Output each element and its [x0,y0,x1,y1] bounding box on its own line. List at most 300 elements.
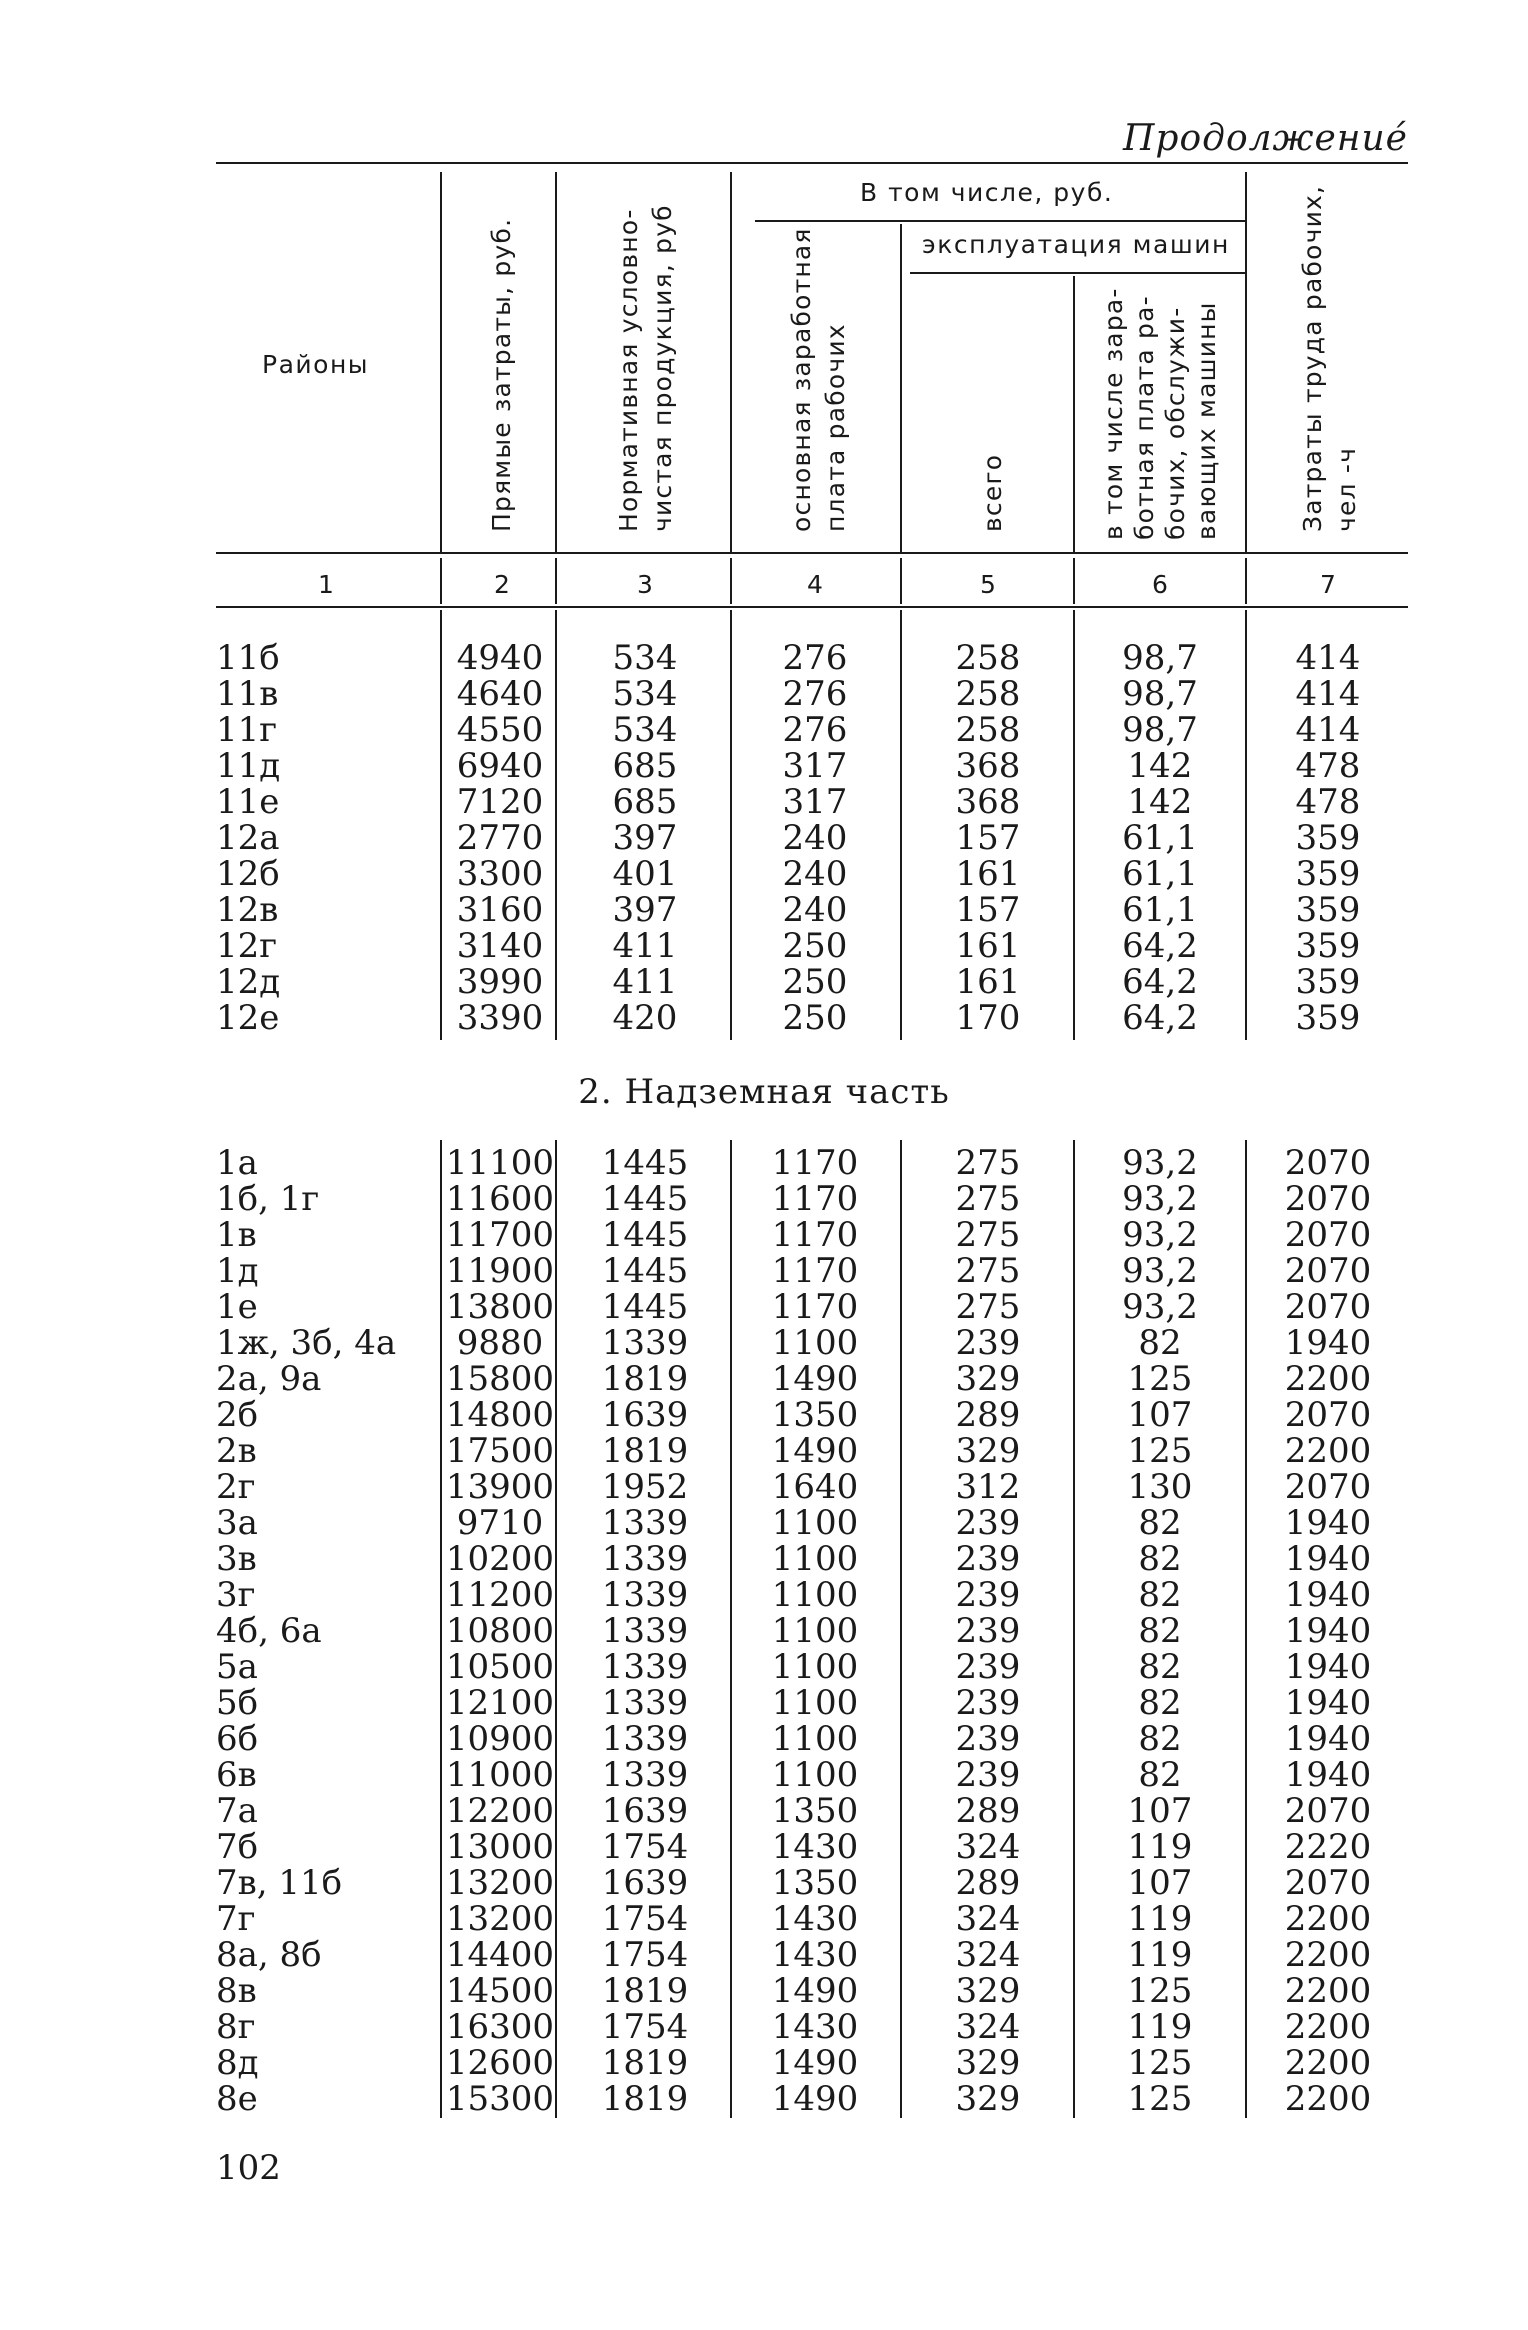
table-row [0,856,1528,892]
colnum-3: 3 [637,570,653,599]
district-cell: 12б [216,854,280,894]
value-cell: 414 [1295,674,1361,714]
district-cell: 2в [216,1431,257,1471]
value-cell: 130 [1127,1467,1193,1507]
table-row [0,1865,1528,1901]
header-operator-wages-line4: вающих машины [1192,301,1221,540]
colnum-bottom-rule [216,606,1408,608]
table-row [0,1649,1528,1685]
value-cell: 397 [612,818,678,858]
value-cell: 685 [612,782,678,822]
table-row [0,1469,1528,1505]
value-cell: 61,1 [1122,890,1198,930]
value-cell: 359 [1295,926,1361,966]
value-cell: 2070 [1284,1467,1372,1507]
value-cell: 98,7 [1122,710,1198,750]
table-row [0,1757,1528,1793]
value-cell: 1490 [771,1971,859,2011]
header-labor-costs-line2: чел -ч [1332,446,1361,532]
value-cell: 1430 [771,1899,859,1939]
value-cell: 1445 [601,1287,689,1327]
value-cell: 239 [955,1539,1021,1579]
district-cell: 3а [216,1503,258,1543]
value-cell: 289 [955,1791,1021,1831]
value-cell: 10200 [445,1539,555,1579]
district-cell: 12а [216,818,280,858]
value-cell: 1170 [771,1287,859,1327]
value-cell: 82 [1138,1575,1182,1615]
value-cell: 1490 [771,2079,859,2119]
table-row [0,1973,1528,2009]
colnum-1: 1 [318,570,334,599]
value-cell: 13200 [445,1899,555,1939]
district-cell: 12д [216,962,281,1002]
value-cell: 324 [955,2007,1021,2047]
value-cell: 82 [1138,1719,1182,1759]
header-normative-output-line2: чистая продукция, руб [648,204,677,532]
value-cell: 258 [955,710,1021,750]
value-cell: 1940 [1284,1683,1372,1723]
table-row [0,1289,1528,1325]
value-cell: 11600 [445,1179,555,1219]
value-cell: 2070 [1284,1287,1372,1327]
value-cell: 1819 [601,1971,689,2011]
value-cell: 3990 [456,962,544,1002]
district-cell: 11г [216,710,278,750]
district-cell: 4б, 6а [216,1611,322,1651]
value-cell: 1100 [771,1503,859,1543]
value-cell: 685 [612,746,678,786]
value-cell: 12200 [445,1791,555,1831]
header-divider-2 [555,172,557,554]
value-cell: 157 [955,890,1021,930]
table-row [0,1793,1528,1829]
table-row [0,712,1528,748]
table-row [0,1937,1528,1973]
value-cell: 401 [612,854,678,894]
value-cell: 125 [1127,2043,1193,2083]
value-cell: 276 [782,710,848,750]
value-cell: 13000 [445,1827,555,1867]
value-cell: 289 [955,1863,1021,1903]
value-cell: 119 [1127,1827,1193,1867]
value-cell: 6940 [456,746,544,786]
colnum-divider-3 [730,558,732,604]
colnum-divider-5 [1073,558,1075,604]
value-cell: 420 [612,998,678,1038]
district-cell: 2г [216,1467,256,1507]
value-cell: 2770 [456,818,544,858]
value-cell: 2070 [1284,1143,1372,1183]
value-cell: 276 [782,638,848,678]
value-cell: 329 [955,1971,1021,2011]
table-row [0,676,1528,712]
table-row [0,640,1528,676]
section2-title: 2. Надземная часть [578,1072,950,1112]
district-cell: 12г [216,926,278,966]
value-cell: 411 [612,962,678,1002]
value-cell: 98,7 [1122,674,1198,714]
value-cell: 324 [955,1899,1021,1939]
value-cell: 1940 [1284,1503,1372,1543]
value-cell: 107 [1127,1395,1193,1435]
value-cell: 82 [1138,1683,1182,1723]
table-row [0,748,1528,784]
table-row [0,1613,1528,1649]
value-cell: 1819 [601,1359,689,1399]
value-cell: 2200 [1284,1971,1372,2011]
value-cell: 64,2 [1122,962,1198,1002]
value-cell: 1490 [771,1359,859,1399]
table-row [0,1361,1528,1397]
table-row [0,1145,1528,1181]
value-cell: 276 [782,674,848,714]
colnum-divider-6 [1245,558,1247,604]
value-cell: 170 [955,998,1021,1038]
table-row [0,1433,1528,1469]
value-cell: 414 [1295,710,1361,750]
value-cell: 1339 [601,1539,689,1579]
district-cell: 12в [216,890,279,930]
value-cell: 2200 [1284,2079,1372,2119]
value-cell: 1170 [771,1179,859,1219]
value-cell: 17500 [445,1431,555,1471]
table-row [0,820,1528,856]
header-base-wages-line1: основная заработная [787,227,816,532]
value-cell: 1952 [601,1467,689,1507]
value-cell: 1639 [601,1791,689,1831]
value-cell: 161 [955,854,1021,894]
value-cell: 239 [955,1323,1021,1363]
value-cell: 324 [955,1827,1021,1867]
value-cell: 1445 [601,1143,689,1183]
value-cell: 239 [955,1755,1021,1795]
value-cell: 397 [612,890,678,930]
value-cell: 1100 [771,1719,859,1759]
table-row [0,2081,1528,2117]
value-cell: 1430 [771,1935,859,1975]
district-cell: 8а, 8б [216,1935,322,1975]
value-cell: 2200 [1284,1899,1372,1939]
value-cell: 1339 [601,1683,689,1723]
value-cell: 2070 [1284,1179,1372,1219]
value-cell: 12600 [445,2043,555,2083]
value-cell: 1940 [1284,1575,1372,1615]
value-cell: 2200 [1284,2043,1372,2083]
header-operator-wages-line3: бочих, обслужи- [1161,306,1190,540]
value-cell: 1490 [771,2043,859,2083]
value-cell: 161 [955,962,1021,1002]
value-cell: 1170 [771,1143,859,1183]
value-cell: 93,2 [1122,1251,1198,1291]
value-cell: 1490 [771,1431,859,1471]
header-operator-wages-line2: ботная плата ра- [1130,295,1159,540]
value-cell: 1940 [1284,1719,1372,1759]
table-row [0,1901,1528,1937]
value-cell: 2220 [1284,1827,1372,1867]
value-cell: 1445 [601,1215,689,1255]
district-cell: 3в [216,1539,257,1579]
value-cell: 14800 [445,1395,555,1435]
table-row [0,784,1528,820]
value-cell: 7120 [456,782,544,822]
value-cell: 275 [955,1287,1021,1327]
header-divider-6 [1245,172,1247,554]
value-cell: 9710 [456,1503,544,1543]
value-cell: 1339 [601,1575,689,1615]
page-number: 102 [216,2148,281,2188]
value-cell: 329 [955,1359,1021,1399]
district-cell: 11д [216,746,281,786]
colnum-divider-2 [555,558,557,604]
value-cell: 312 [955,1467,1021,1507]
header-operator-wages [1098,287,1222,540]
value-cell: 317 [782,782,848,822]
value-cell: 13900 [445,1467,555,1507]
value-cell: 2200 [1284,1431,1372,1471]
district-cell: 7г [216,1899,256,1939]
value-cell: 1339 [601,1719,689,1759]
value-cell: 107 [1127,1791,1193,1831]
district-cell: 7в, 11б [216,1863,343,1903]
table-row [0,1181,1528,1217]
value-cell: 11700 [445,1215,555,1255]
district-cell: 1б, 1г [216,1179,320,1219]
value-cell: 414 [1295,638,1361,678]
table-row [0,1397,1528,1433]
table-row [0,1000,1528,1036]
value-cell: 12100 [445,1683,555,1723]
value-cell: 10500 [445,1647,555,1687]
value-cell: 359 [1295,998,1361,1038]
value-cell: 1940 [1284,1539,1372,1579]
value-cell: 4940 [456,638,544,678]
value-cell: 1445 [601,1179,689,1219]
district-cell: 11в [216,674,279,714]
value-cell: 359 [1295,854,1361,894]
value-cell: 107 [1127,1863,1193,1903]
value-cell: 3160 [456,890,544,930]
table-row [0,2009,1528,2045]
table-row [0,928,1528,964]
table-row [0,1577,1528,1613]
header-labor-costs-line1: Затраты труда рабочих, [1298,184,1327,532]
value-cell: 411 [612,926,678,966]
value-cell: 125 [1127,1431,1193,1471]
table-row [0,892,1528,928]
value-cell: 1170 [771,1251,859,1291]
value-cell: 1100 [771,1323,859,1363]
district-cell: 8г [216,2007,256,2047]
value-cell: 534 [612,674,678,714]
value-cell: 1100 [771,1575,859,1615]
value-cell: 1754 [601,1899,689,1939]
value-cell: 1940 [1284,1611,1372,1651]
table-row [0,964,1528,1000]
district-cell: 1е [216,1287,258,1327]
header-total: всего [978,453,1007,532]
district-cell: 1а [216,1143,258,1183]
value-cell: 14400 [445,1935,555,1975]
header-bottom-rule [216,552,1408,554]
district-cell: 6в [216,1755,257,1795]
table-row [0,1217,1528,1253]
value-cell: 1754 [601,2007,689,2047]
value-cell: 1100 [771,1611,859,1651]
value-cell: 240 [782,818,848,858]
table-row [0,1829,1528,1865]
value-cell: 324 [955,1935,1021,1975]
value-cell: 119 [1127,1899,1193,1939]
value-cell: 275 [955,1143,1021,1183]
value-cell: 239 [955,1647,1021,1687]
value-cell: 1350 [771,1791,859,1831]
value-cell: 61,1 [1122,854,1198,894]
value-cell: 82 [1138,1611,1182,1651]
value-cell: 2070 [1284,1791,1372,1831]
value-cell: 64,2 [1122,926,1198,966]
value-cell: 289 [955,1395,1021,1435]
district-cell: 8е [216,2079,258,2119]
district-cell: 6б [216,1719,259,1759]
value-cell: 93,2 [1122,1179,1198,1219]
value-cell: 4640 [456,674,544,714]
district-cell: 1ж, 3б, 4а [216,1323,397,1363]
continuation-caption: Продолжениé [1123,118,1408,159]
value-cell: 1639 [601,1395,689,1435]
table-row [0,1685,1528,1721]
value-cell: 1640 [771,1467,859,1507]
group-rule [755,220,1245,222]
value-cell: 478 [1295,746,1361,786]
value-cell: 239 [955,1611,1021,1651]
value-cell: 157 [955,818,1021,858]
value-cell: 125 [1127,1971,1193,2011]
value-cell: 2200 [1284,1935,1372,1975]
value-cell: 329 [955,2043,1021,2083]
value-cell: 61,1 [1122,818,1198,858]
table-row [0,1541,1528,1577]
value-cell: 1754 [601,1935,689,1975]
value-cell: 1339 [601,1755,689,1795]
district-cell: 8д [216,2043,259,2083]
value-cell: 1100 [771,1539,859,1579]
value-cell: 13200 [445,1863,555,1903]
header-base-wages [785,227,853,532]
value-cell: 1940 [1284,1323,1372,1363]
value-cell: 125 [1127,1359,1193,1399]
value-cell: 250 [782,926,848,966]
value-cell: 250 [782,962,848,1002]
value-cell: 329 [955,1431,1021,1471]
value-cell: 275 [955,1215,1021,1255]
value-cell: 11000 [445,1755,555,1795]
table-row [0,1253,1528,1289]
value-cell: 2200 [1284,2007,1372,2047]
subgroup-rule [910,272,1245,274]
value-cell: 1430 [771,1827,859,1867]
colnum-4: 4 [807,570,823,599]
table-row [0,1505,1528,1541]
value-cell: 3300 [456,854,544,894]
value-cell: 239 [955,1503,1021,1543]
district-cell: 2б [216,1395,259,1435]
district-cell: 11б [216,638,280,678]
value-cell: 82 [1138,1503,1182,1543]
value-cell: 82 [1138,1647,1182,1687]
colnum-5: 5 [980,570,996,599]
value-cell: 142 [1127,746,1193,786]
value-cell: 16300 [445,2007,555,2047]
header-divider-4 [900,224,902,554]
header-labor-costs [1296,185,1364,532]
value-cell: 258 [955,674,1021,714]
value-cell: 1100 [771,1647,859,1687]
header-direct-costs: Прямые затраты, руб. [487,217,516,532]
value-cell: 1350 [771,1863,859,1903]
value-cell: 359 [1295,818,1361,858]
value-cell: 239 [955,1683,1021,1723]
value-cell: 317 [782,746,848,786]
value-cell: 2070 [1284,1395,1372,1435]
value-cell: 93,2 [1122,1143,1198,1183]
value-cell: 1430 [771,2007,859,2047]
district-cell: 2а, 9а [216,1359,322,1399]
value-cell: 1339 [601,1611,689,1651]
value-cell: 9880 [456,1323,544,1363]
value-cell: 93,2 [1122,1215,1198,1255]
value-cell: 1339 [601,1647,689,1687]
value-cell: 1819 [601,1431,689,1471]
header-base-wages-line2: плата рабочих [821,323,850,532]
value-cell: 239 [955,1719,1021,1759]
value-cell: 1170 [771,1215,859,1255]
value-cell: 2070 [1284,1863,1372,1903]
value-cell: 1350 [771,1395,859,1435]
district-cell: 8в [216,1971,257,2011]
value-cell: 1445 [601,1251,689,1291]
value-cell: 1100 [771,1755,859,1795]
value-cell: 2070 [1284,1251,1372,1291]
value-cell: 1940 [1284,1755,1372,1795]
header-divider-3 [730,172,732,554]
value-cell: 14500 [445,1971,555,2011]
value-cell: 1754 [601,1827,689,1867]
value-cell: 11100 [445,1143,555,1183]
header-districts: Районы [262,350,370,379]
value-cell: 359 [1295,962,1361,1002]
header-group-including: В том числе, руб. [860,178,1114,207]
value-cell: 98,7 [1122,638,1198,678]
value-cell: 4550 [456,710,544,750]
district-cell: 7а [216,1791,258,1831]
table-row [0,1721,1528,1757]
table-row [0,2045,1528,2081]
value-cell: 2200 [1284,1359,1372,1399]
value-cell: 11200 [445,1575,555,1615]
value-cell: 82 [1138,1755,1182,1795]
colnum-6: 6 [1152,570,1168,599]
value-cell: 13800 [445,1287,555,1327]
value-cell: 15800 [445,1359,555,1399]
district-cell: 7б [216,1827,259,1867]
value-cell: 11900 [445,1251,555,1291]
colnum-7: 7 [1320,570,1336,599]
value-cell: 240 [782,854,848,894]
header-operator-wages-line1: в том числе зара- [1099,287,1128,540]
value-cell: 82 [1138,1323,1182,1363]
value-cell: 359 [1295,890,1361,930]
